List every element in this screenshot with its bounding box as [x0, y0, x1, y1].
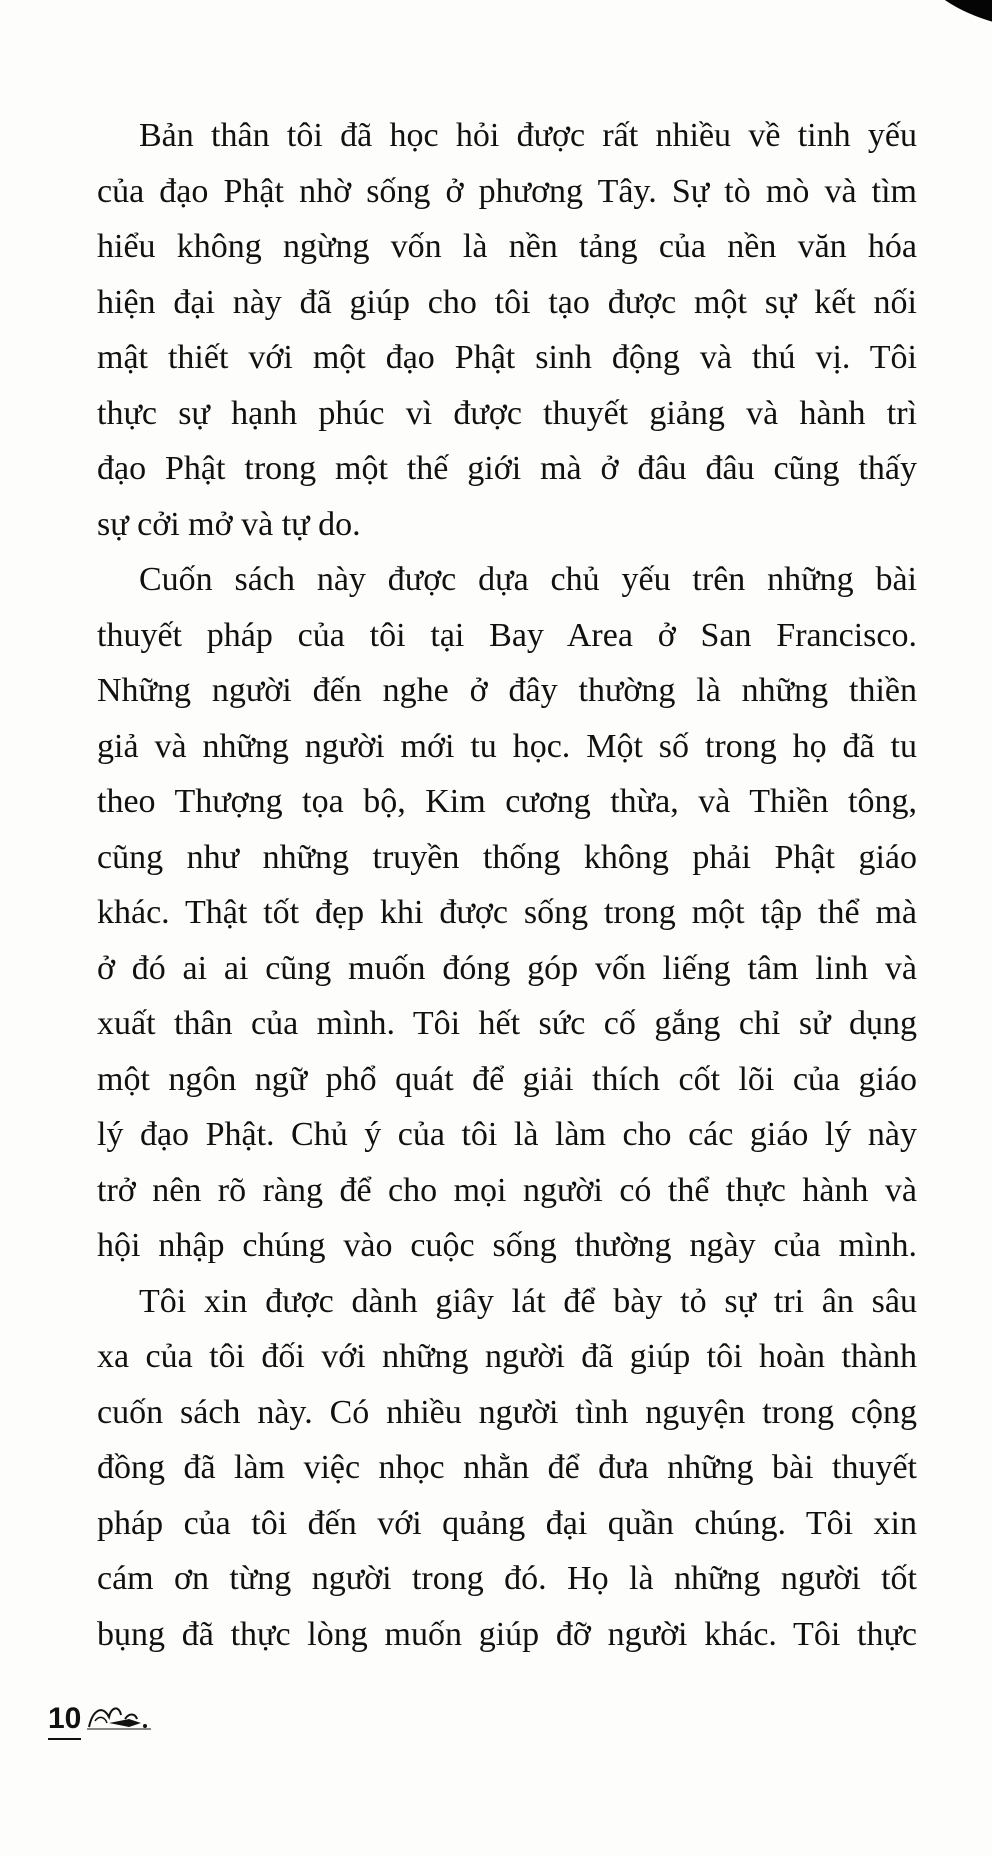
- paragraph-1-line-2: của đạo Phật nhờ sống ở phương Tây. Sự tò mò và tìm: [97, 172, 917, 210]
- paragraph-3-line-3: cuốn sách này. Có nhiều người tình nguyện trong cộng: [97, 1393, 917, 1431]
- paragraph-3-line-7: bụng đã thực lòng muốn giúp đỡ người khác. Tôi thực: [97, 1615, 917, 1653]
- paragraph-2-line-6: cũng như những truyền thống không phải Phật giáo: [97, 838, 917, 876]
- paragraph-1-line-1: Bản thân tôi đã học hỏi được rất nhiều về tinh yếu: [139, 117, 917, 154]
- lotus-ornament-icon: [85, 1699, 155, 1738]
- paragraph-3-line-1: Tôi xin được dành giây lát để bày tỏ sự tri ân sâu: [139, 1282, 917, 1320]
- paragraph-3-line-5: pháp của tôi đến với quảng đại quần chúng. Tôi xin: [97, 1504, 917, 1542]
- page-corner-shadow: [902, 0, 992, 30]
- paragraph-2-line-2: thuyết pháp của tôi tại Bay Area ở San Francisco.: [97, 616, 917, 654]
- paragraph-2-line-10: một ngôn ngữ phổ quát để giải thích cốt lõi của giáo: [97, 1060, 917, 1098]
- paragraph-2-line-7: khác. Thật tốt đẹp khi được sống trong một tập thể mà: [97, 894, 917, 931]
- paragraph-3-line-2: xa của tôi đối với những người đã giúp tôi hoàn thành: [97, 1338, 917, 1375]
- paragraph-2-line-8: ở đó ai ai cũng muốn đóng góp vốn liếng tâm linh và: [97, 949, 917, 987]
- paragraph-1-line-4: hiện đại này đã giúp cho tôi tạo được một sự kết nối: [97, 283, 917, 321]
- paragraph-2-line-1: Cuốn sách này được dựa chủ yếu trên những bài: [139, 561, 917, 598]
- paragraph-1-line-6: thực sự hạnh phúc vì được thuyết giảng và hành trì: [97, 394, 917, 432]
- paragraph-2-line-13: hội nhập chúng vào cuộc sống thường ngày của mình.: [97, 1227, 917, 1264]
- paragraph-2-line-9: xuất thân của mình. Tôi hết sức cố gắng chỉ sử dụng: [97, 1005, 917, 1042]
- paragraph-1-line-7: đạo Phật trong một thế giới mà ở đâu đâu cũng thấy: [97, 450, 917, 487]
- paragraph-2-line-11: lý đạo Phật. Chủ ý của tôi là làm cho các giáo lý này: [97, 1116, 917, 1153]
- paragraph-1-line-3: hiểu không ngừng vốn là nền tảng của nền văn hóa: [97, 228, 917, 265]
- paragraph-2-line-3: Những người đến nghe ở đây thường là những thiền: [97, 672, 917, 709]
- paragraph-2-line-4: giả và những người mới tu học. Một số trong họ đã tu: [97, 727, 917, 765]
- paragraph-3-line-4: đồng đã làm việc nhọc nhằn để đưa những bài thuyết: [97, 1449, 917, 1486]
- body-text: [97, 108, 917, 1662]
- page-number: 10: [48, 1702, 81, 1740]
- paragraph-1-line-8: sự cởi mở và tự do.: [97, 505, 361, 543]
- paragraph-3-line-6: cám ơn từng người trong đó. Họ là những người tốt: [97, 1560, 917, 1597]
- paragraph-2-line-5: theo Thượng tọa bộ, Kim cương thừa, và Thiền tông,: [97, 783, 917, 820]
- paragraph-2-line-12: trở nên rõ ràng để cho mọi người có thể thực hành và: [97, 1171, 917, 1209]
- page-footer: [48, 1690, 155, 1740]
- paragraph-1-line-5: mật thiết với một đạo Phật sinh động và thú vị. Tôi: [97, 339, 917, 376]
